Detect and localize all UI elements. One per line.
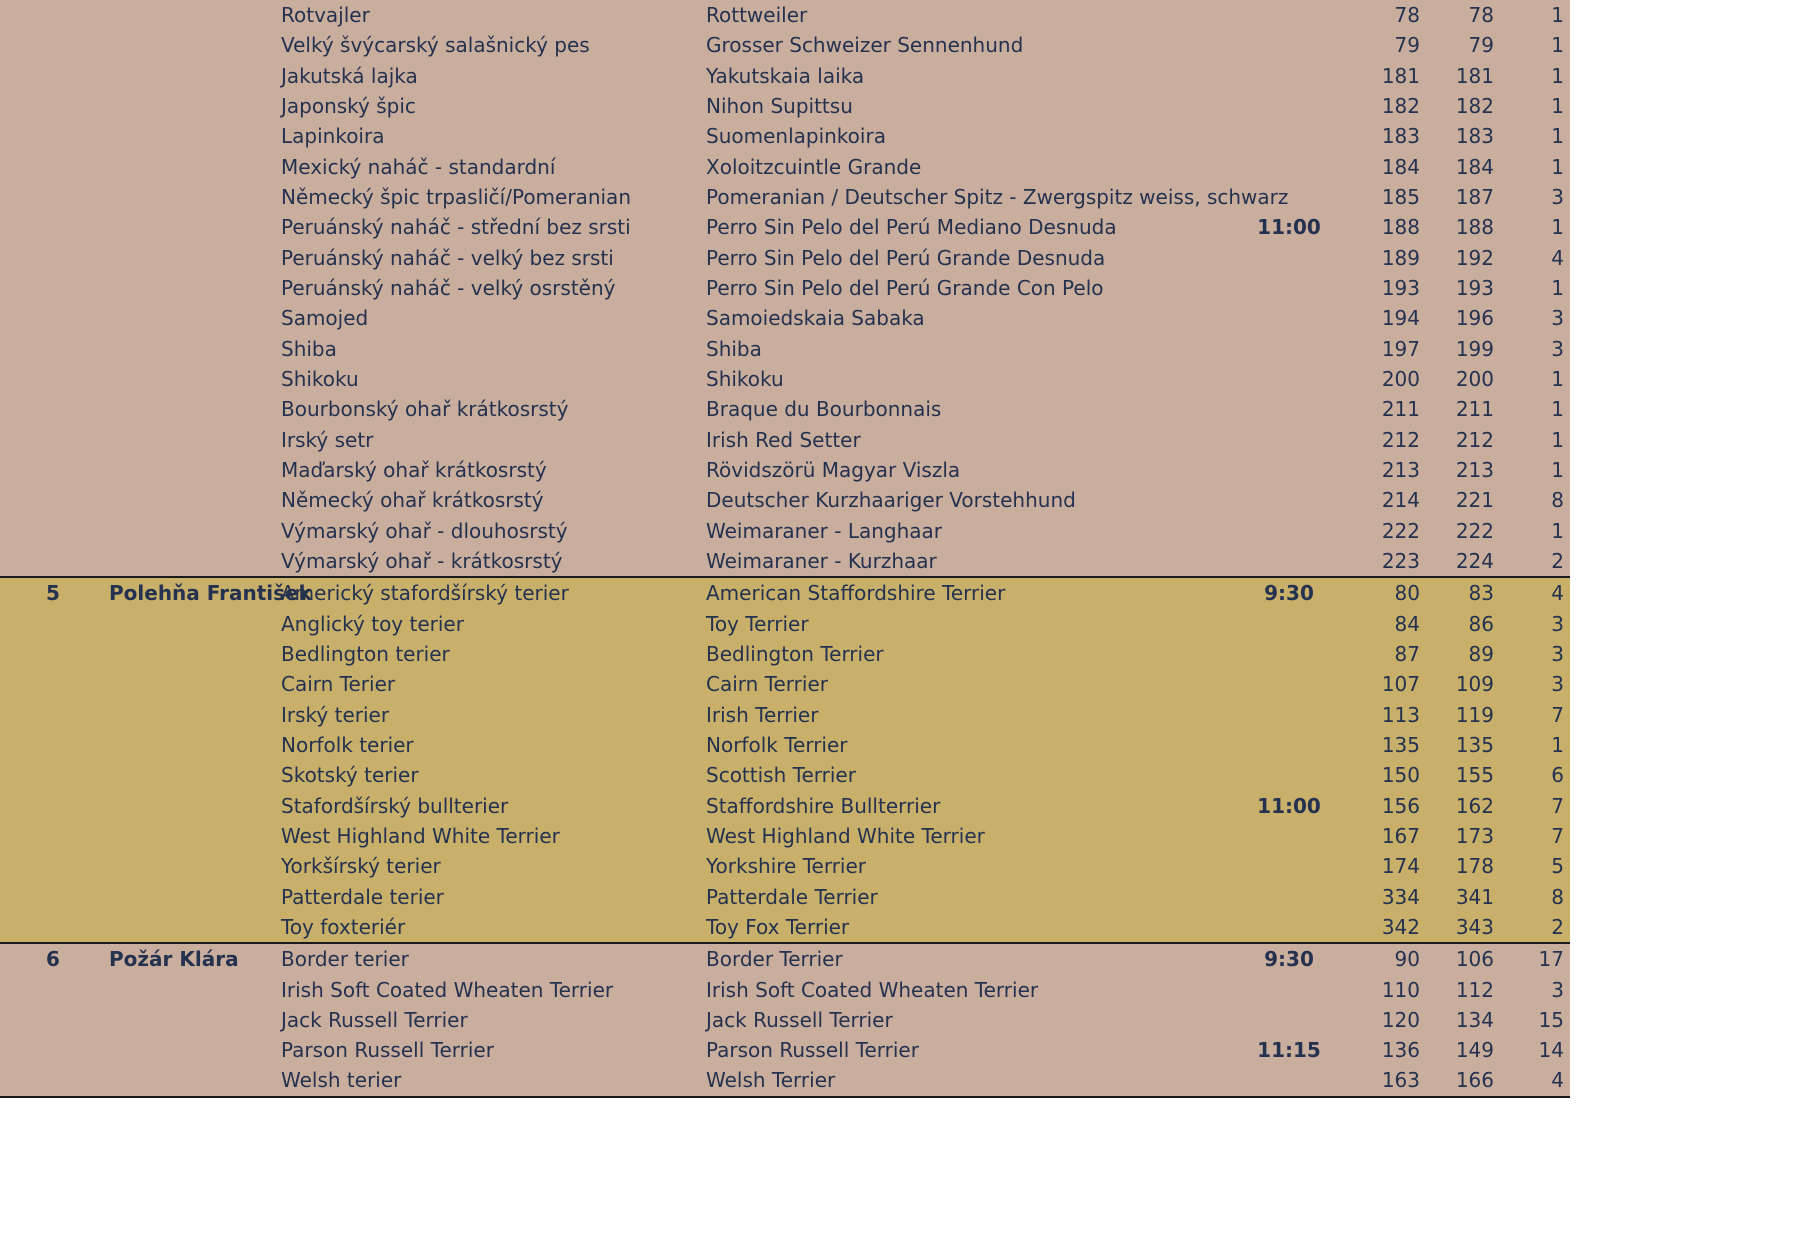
catalog-number-from: 193 — [1381, 275, 1420, 300]
catalog-number-from: 150 — [1381, 763, 1420, 788]
ring-number: 5 — [46, 581, 60, 606]
catalog-number-to: 178 — [1455, 854, 1494, 879]
breed-name-original: Rottweiler — [706, 3, 808, 27]
table-row — [0, 639, 1570, 669]
catalog-number-from: 214 — [1381, 488, 1420, 513]
breed-name-czech: Samojed — [281, 306, 369, 331]
breed-name-czech: Parson Russell Terrier — [281, 1038, 494, 1063]
breed-name-original: Border Terrier — [706, 947, 843, 972]
catalog-number-from: 197 — [1381, 336, 1420, 361]
entry-count: 4 — [1551, 581, 1564, 606]
start-time — [1240, 1065, 1338, 1095]
breed-name-original: Toy Terrier — [706, 611, 809, 636]
catalog-number-to: 86 — [1468, 611, 1494, 636]
ring-group — [0, 0, 1570, 578]
catalog-number-from: 212 — [1381, 427, 1420, 452]
catalog-number-to: 106 — [1455, 947, 1494, 972]
catalog-number-to: 199 — [1455, 336, 1494, 361]
breed-name-czech: Shikoku — [281, 366, 359, 391]
catalog-number-to: 212 — [1455, 427, 1494, 452]
breed-name-original: Grosser Schweizer Sennenhund — [706, 33, 1024, 58]
catalog-number-to: 155 — [1455, 763, 1494, 788]
breed-name-czech: Peruánský naháč - velký osrstěný — [281, 275, 616, 300]
start-time — [1240, 851, 1338, 881]
ring-number: 6 — [46, 947, 60, 972]
catalog-number-from: 79 — [1394, 33, 1420, 58]
breed-name-czech: Cairn Terier — [281, 672, 396, 697]
breed-name-original: Perro Sin Pelo del Perú Grande Con Pelo — [706, 275, 1104, 300]
start-time: 11:15 — [1257, 1038, 1321, 1063]
catalog-number-to: 149 — [1455, 1038, 1494, 1063]
breed-name-original: Norfolk Terrier — [706, 732, 848, 757]
catalog-number-to: 135 — [1455, 732, 1494, 757]
catalog-number-from: 194 — [1381, 306, 1420, 331]
breed-name-original: Rövidszörü Magyar Viszla — [706, 457, 961, 482]
entry-count: 1 — [1551, 732, 1564, 757]
catalog-number-to: 79 — [1468, 33, 1494, 58]
breed-name-czech: Irský setr — [281, 427, 374, 452]
table-row — [0, 485, 1570, 515]
breed-name-original: Scottish Terrier — [706, 763, 856, 788]
entry-count: 3 — [1551, 672, 1564, 697]
breed-name-original: Cairn Terrier — [706, 672, 828, 697]
breed-name-original: West Highland White Terrier — [706, 823, 985, 848]
breed-name-czech: Bourbonský ohař krátkosrstý — [281, 397, 569, 422]
catalog-number-from: 185 — [1381, 184, 1420, 209]
catalog-number-to: 162 — [1455, 793, 1494, 818]
catalog-number-to: 109 — [1455, 672, 1494, 697]
catalog-number-from: 188 — [1381, 215, 1420, 240]
table-row — [0, 182, 1570, 212]
table-row — [0, 0, 1570, 30]
breed-name-czech: Irish Soft Coated Wheaten Terrier — [281, 977, 614, 1002]
table-row — [0, 303, 1570, 333]
entry-count: 17 — [1538, 947, 1564, 972]
entry-count: 7 — [1551, 823, 1564, 848]
breed-name-original: Pomeranian / Deutscher Spitz - Zwergspitz weiss, schwarz — [706, 184, 1289, 209]
entry-count: 1 — [1551, 518, 1564, 543]
breed-name-czech: Stafordšírský bullterier — [281, 793, 509, 818]
catalog-number-from: 135 — [1381, 732, 1420, 757]
catalog-number-from: 200 — [1381, 366, 1420, 391]
table-row — [0, 364, 1570, 394]
start-time — [1240, 61, 1338, 91]
start-time — [1240, 30, 1338, 60]
breed-name-czech: Maďarský ohař krátkosrstý — [281, 457, 547, 482]
catalog-number-to: 192 — [1455, 245, 1494, 270]
entry-count: 3 — [1551, 306, 1564, 331]
catalog-number-to: 341 — [1455, 884, 1494, 909]
catalog-number-from: 211 — [1381, 397, 1420, 422]
breed-name-original: Weimaraner - Kurzhaar — [706, 548, 937, 573]
catalog-number-to: 193 — [1455, 275, 1494, 300]
table-row — [0, 944, 1570, 974]
breed-name-original: Staffordshire Bullterrier — [706, 793, 941, 818]
breed-name-czech: Peruánský naháč - střední bez srsti — [281, 215, 631, 240]
start-time — [1240, 760, 1338, 790]
table-row — [0, 121, 1570, 151]
start-time — [1240, 273, 1338, 303]
entry-count: 14 — [1538, 1038, 1564, 1063]
entry-count: 15 — [1538, 1007, 1564, 1032]
start-time — [1240, 364, 1338, 394]
entry-count: 1 — [1551, 215, 1564, 240]
catalog-number-to: 112 — [1455, 977, 1494, 1002]
breed-name-czech: Americký stafordšírský terier — [281, 581, 569, 606]
entry-count: 3 — [1551, 184, 1564, 209]
catalog-number-to: 181 — [1455, 63, 1494, 88]
catalog-number-from: 174 — [1381, 854, 1420, 879]
table-row — [0, 334, 1570, 364]
catalog-number-from: 80 — [1394, 581, 1420, 606]
start-time — [1240, 334, 1338, 364]
start-time — [1240, 516, 1338, 546]
catalog-number-from: 84 — [1394, 611, 1420, 636]
table-row — [0, 91, 1570, 121]
table-row — [0, 455, 1570, 485]
entry-count: 1 — [1551, 63, 1564, 88]
breed-name-original: Xoloitzcuintle Grande — [706, 154, 922, 179]
breed-name-original: Perro Sin Pelo del Perú Grande Desnuda — [706, 245, 1106, 270]
breed-name-czech: Yorkšírský terier — [281, 854, 441, 879]
breed-name-czech: Toy foxteriér — [281, 914, 406, 939]
breed-name-original: Patterdale Terrier — [706, 884, 878, 909]
catalog-number-from: 78 — [1394, 3, 1420, 27]
breed-name-original: American Staffordshire Terrier — [706, 581, 1006, 606]
breed-name-original: Braque du Bourbonnais — [706, 397, 942, 422]
catalog-number-from: 107 — [1381, 672, 1420, 697]
breed-name-czech: Welsh terier — [281, 1068, 402, 1093]
breed-name-czech: Jack Russell Terrier — [281, 1007, 468, 1032]
start-time — [1240, 730, 1338, 760]
breed-name-original: Yakutskaia laika — [706, 63, 865, 88]
entry-count: 3 — [1551, 977, 1564, 1002]
catalog-number-from: 156 — [1381, 793, 1420, 818]
breed-name-czech: Anglický toy terier — [281, 611, 464, 636]
breed-name-czech: West Highland White Terrier — [281, 823, 560, 848]
start-time — [1240, 669, 1338, 699]
start-time — [1240, 821, 1338, 851]
start-time — [1240, 0, 1338, 30]
catalog-number-to: 182 — [1455, 93, 1494, 118]
catalog-number-to: 188 — [1455, 215, 1494, 240]
breed-name-czech: Shiba — [281, 336, 337, 361]
catalog-number-from: 182 — [1381, 93, 1420, 118]
entry-count: 1 — [1551, 124, 1564, 149]
breed-name-czech: Peruánský naháč - velký bez srsti — [281, 245, 614, 270]
entry-count: 8 — [1551, 488, 1564, 513]
table-row — [0, 760, 1570, 790]
entry-count: 5 — [1551, 854, 1564, 879]
breed-name-original: Shikoku — [706, 366, 784, 391]
catalog-number-from: 163 — [1381, 1068, 1420, 1093]
entry-count: 8 — [1551, 884, 1564, 909]
breed-name-original: Deutscher Kurzhaariger Vorstehhund — [706, 488, 1076, 513]
breed-name-czech: Japonský špic — [281, 93, 416, 118]
catalog-number-to: 221 — [1455, 488, 1494, 513]
breed-name-original: Weimaraner - Langhaar — [706, 518, 942, 543]
catalog-number-to: 224 — [1455, 548, 1494, 573]
table-row — [0, 1035, 1570, 1065]
table-row — [0, 243, 1570, 273]
table-row — [0, 425, 1570, 455]
catalog-number-to: 200 — [1455, 366, 1494, 391]
breed-name-original: Jack Russell Terrier — [706, 1007, 893, 1032]
start-time: 11:00 — [1257, 793, 1321, 818]
entry-count: 1 — [1551, 366, 1564, 391]
ring-number — [0, 0, 106, 30]
table-row — [0, 30, 1570, 60]
start-time — [1240, 546, 1338, 576]
breed-name-czech: Skotský terier — [281, 763, 419, 788]
catalog-number-to: 173 — [1455, 823, 1494, 848]
breed-name-original: Samoiedskaia Sabaka — [706, 306, 925, 331]
table-row — [0, 61, 1570, 91]
start-time — [1240, 243, 1338, 273]
catalog-number-to: 183 — [1455, 124, 1494, 149]
breed-name-czech: Norfolk terier — [281, 732, 414, 757]
breed-name-czech: Německý ohař krátkosrstý — [281, 488, 544, 513]
table-row — [0, 152, 1570, 182]
breed-name-original: Irish Red Setter — [706, 427, 861, 452]
entry-count: 3 — [1551, 611, 1564, 636]
table-row — [0, 791, 1570, 821]
catalog-number-from: 189 — [1381, 245, 1420, 270]
entry-count: 1 — [1551, 397, 1564, 422]
catalog-number-to: 166 — [1455, 1068, 1494, 1093]
breed-name-original: Irish Terrier — [706, 702, 819, 727]
breed-name-original: Irish Soft Coated Wheaten Terrier — [706, 977, 1039, 1002]
start-time — [1240, 394, 1338, 424]
start-time — [1240, 91, 1338, 121]
breed-name-czech: Lapinkoira — [281, 124, 385, 149]
catalog-number-to: 89 — [1468, 641, 1494, 666]
entry-count: 7 — [1551, 702, 1564, 727]
catalog-number-to: 119 — [1455, 702, 1494, 727]
catalog-number-from: 183 — [1381, 124, 1420, 149]
catalog-number-from: 110 — [1381, 977, 1420, 1002]
entry-count: 3 — [1551, 641, 1564, 666]
entry-count: 1 — [1551, 93, 1564, 118]
entry-count: 1 — [1551, 33, 1564, 58]
catalog-number-from: 213 — [1381, 457, 1420, 482]
catalog-number-from: 334 — [1381, 884, 1420, 909]
entry-count: 3 — [1551, 336, 1564, 361]
start-time — [1240, 700, 1338, 730]
breed-name-original: Shiba — [706, 336, 762, 361]
start-time — [1240, 182, 1338, 212]
table-row — [0, 669, 1570, 699]
entry-count: 1 — [1551, 275, 1564, 300]
catalog-number-to: 343 — [1455, 914, 1494, 939]
table-row — [0, 700, 1570, 730]
table-row — [0, 212, 1570, 242]
table-row — [0, 912, 1570, 942]
breed-name-czech: Výmarský ohař - dlouhosrstý — [281, 518, 568, 543]
start-time — [1240, 455, 1338, 485]
judge-name: Požár Klára — [109, 947, 239, 972]
catalog-number-from: 167 — [1381, 823, 1420, 848]
catalog-number-from: 120 — [1381, 1007, 1420, 1032]
entry-count: 4 — [1551, 1068, 1564, 1093]
entry-count: 2 — [1551, 548, 1564, 573]
catalog-number-from: 222 — [1381, 518, 1420, 543]
entry-count: 1 — [1551, 154, 1564, 179]
table-row — [0, 851, 1570, 881]
breed-name-original: Nihon Supittsu — [706, 93, 853, 118]
catalog-number-to: 222 — [1455, 518, 1494, 543]
catalog-number-to: 184 — [1455, 154, 1494, 179]
breed-name-original: Bedlington Terrier — [706, 641, 884, 666]
start-time — [1240, 609, 1338, 639]
breed-name-original: Perro Sin Pelo del Perú Mediano Desnuda — [706, 215, 1117, 240]
start-time — [1240, 425, 1338, 455]
catalog-number-from: 181 — [1381, 63, 1420, 88]
start-time: 9:30 — [1264, 581, 1314, 606]
entry-count: 4 — [1551, 245, 1564, 270]
catalog-number-to: 187 — [1455, 184, 1494, 209]
table-row — [0, 609, 1570, 639]
entry-count: 1 — [1551, 3, 1564, 27]
breed-name-czech: Border terier — [281, 947, 409, 972]
catalog-number-from: 90 — [1394, 947, 1420, 972]
breed-name-czech: Německý špic trpasličí/Pomeranian — [281, 184, 631, 209]
table-row — [0, 546, 1570, 576]
start-time — [1240, 912, 1338, 942]
start-time — [1240, 975, 1338, 1005]
entry-count: 7 — [1551, 793, 1564, 818]
catalog-number-to: 196 — [1455, 306, 1494, 331]
table-row — [0, 1065, 1570, 1095]
catalog-number-to: 83 — [1468, 581, 1494, 606]
breed-name-original: Toy Fox Terrier — [706, 914, 850, 939]
breed-name-czech: Mexický naháč - standardní — [281, 154, 556, 179]
breed-name-czech: Jakutská lajka — [281, 63, 418, 88]
catalog-number-from: 223 — [1381, 548, 1420, 573]
table-row — [0, 394, 1570, 424]
judge-name — [109, 0, 279, 30]
table-row — [0, 516, 1570, 546]
catalog-number-from: 136 — [1381, 1038, 1420, 1063]
breed-name-czech: Velký švýcarský salašnický pes — [281, 33, 590, 58]
entry-count: 6 — [1551, 763, 1564, 788]
start-time — [1240, 639, 1338, 669]
start-time — [1240, 485, 1338, 515]
table-row — [0, 273, 1570, 303]
table-row — [0, 578, 1570, 608]
catalog-number-from: 184 — [1381, 154, 1420, 179]
table-row — [0, 1005, 1570, 1035]
start-time — [1240, 152, 1338, 182]
ring-group — [0, 578, 1570, 944]
catalog-number-to: 134 — [1455, 1007, 1494, 1032]
start-time — [1240, 121, 1338, 151]
breed-name-czech: Patterdale terier — [281, 884, 444, 909]
catalog-number-to: 213 — [1455, 457, 1494, 482]
breed-name-original: Welsh Terrier — [706, 1068, 836, 1093]
table-row — [0, 821, 1570, 851]
start-time: 9:30 — [1264, 947, 1314, 972]
catalog-number-to: 78 — [1468, 3, 1494, 27]
breed-name-original: Yorkshire Terrier — [706, 854, 866, 879]
entry-count: 1 — [1551, 457, 1564, 482]
catalog-number-from: 342 — [1381, 914, 1420, 939]
breed-name-czech: Bedlington terier — [281, 641, 450, 666]
catalog-number-to: 211 — [1455, 397, 1494, 422]
table-row — [0, 975, 1570, 1005]
breed-name-original: Suomenlapinkoira — [706, 124, 886, 149]
start-time — [1240, 303, 1338, 333]
breed-name-czech: Irský terier — [281, 702, 390, 727]
breed-name-czech: Výmarský ohař - krátkosrstý — [281, 548, 563, 573]
start-time — [1240, 882, 1338, 912]
ring-group — [0, 944, 1570, 1098]
table-row — [0, 730, 1570, 760]
breed-name-original: Parson Russell Terrier — [706, 1038, 919, 1063]
judge-name: Polehňa František — [109, 581, 312, 606]
table-row — [0, 882, 1570, 912]
entry-count: 2 — [1551, 914, 1564, 939]
catalog-number-from: 87 — [1394, 641, 1420, 666]
entry-count: 1 — [1551, 427, 1564, 452]
catalog-number-from: 113 — [1381, 702, 1420, 727]
start-time — [1240, 1005, 1338, 1035]
start-time: 11:00 — [1257, 215, 1321, 240]
breed-name-czech: Rotvajler — [281, 3, 370, 27]
